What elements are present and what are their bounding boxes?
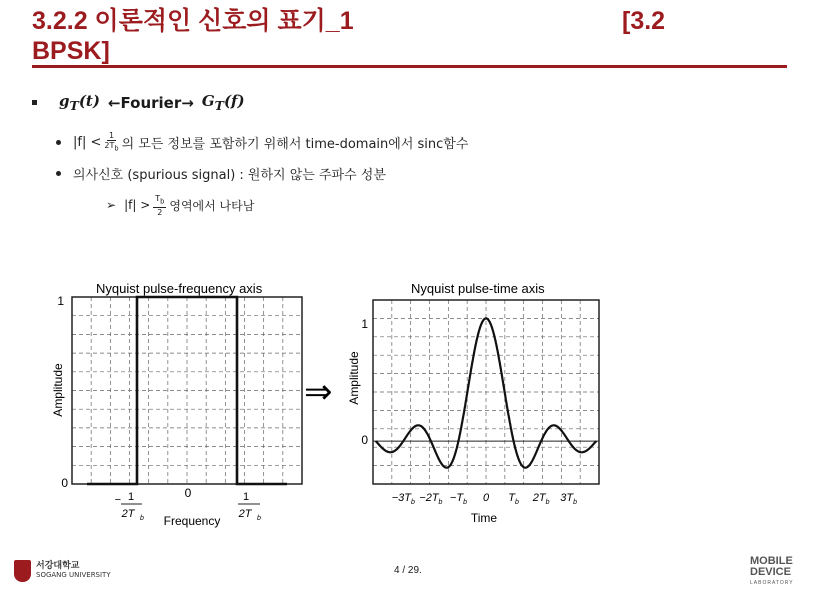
time-xlabel: Time: [470, 511, 498, 525]
freq-ytick-0: 0: [61, 476, 68, 490]
freq-xtick-neg-den: 2T: [121, 508, 135, 520]
logo-line1: 서강대학교: [36, 561, 80, 571]
freq-xtick-zero: 0: [184, 486, 192, 500]
time-xtick-label: $3T_b$: [560, 492, 578, 506]
GT-symbol: $G_T(f)$: [201, 92, 245, 113]
bullet3-lhs: |f| >: [124, 198, 151, 213]
time-ylabel: Amplitude: [347, 351, 361, 405]
freq-chart-title: Nyquist pulse-frequency axis: [96, 281, 263, 296]
time-chart: [347, 281, 599, 525]
freq-xtick-neg-sub: b: [140, 515, 144, 522]
lab-logo-line3: LABORATORY: [750, 580, 794, 586]
time-xtick-labels: [392, 492, 577, 506]
bullet2-text: 의사신호 (spurious signal) : 원하지 않는 주파수 성분: [73, 168, 386, 183]
sogang-logo: [14, 560, 111, 582]
lab-logo-line2: DEVICE: [750, 566, 791, 578]
time-xtick-label: 0: [482, 492, 490, 504]
time-grid: [373, 300, 599, 484]
title-line2: BPSK]: [32, 37, 110, 65]
time-chart-title: Nyquist pulse-time axis: [411, 281, 545, 296]
time-xtick-label: $2T_b$: [532, 492, 550, 506]
freq-xtick-pos-sub: b: [257, 515, 261, 522]
freq-xtick-pos-num: 1: [242, 491, 250, 503]
page-number: 4 / 29.: [394, 565, 422, 576]
bullet1-lhs: |f| <: [73, 134, 102, 150]
freq-xtick-neg-num: 1: [127, 491, 135, 503]
arrow-bullet-icon: ➢: [106, 198, 117, 213]
time-ytick-0: 0: [361, 433, 368, 447]
time-xtick-label: $-2T_b$: [419, 492, 443, 506]
title-line1: 3.2.2 이론적인 신호의 표기_1: [32, 7, 354, 35]
bullet1-text: 의 모든 정보를 포함하기 위해서 time-domain에서 sinc함수: [121, 136, 469, 152]
time-xtick-label: $T_b$: [508, 492, 519, 506]
freq-ylabel: Amplitude: [51, 363, 65, 417]
title-right: [3.2: [622, 7, 666, 35]
bullet3-fraction: $\frac{T_b}{2}$: [155, 194, 165, 217]
time-xtick-label: $-3T_b$: [391, 492, 415, 506]
freq-grid: [72, 297, 302, 484]
freq-xtick-pos-den: 2T: [238, 508, 252, 520]
frequency-chart: [51, 281, 302, 528]
time-ytick-1: 1: [361, 317, 368, 331]
freq-ytick-1: 1: [57, 294, 64, 308]
time-xtick-label: $-T_b$: [449, 492, 467, 506]
university-shield-icon: [14, 560, 31, 582]
fourier-arrow: ←Fourier→: [107, 93, 194, 112]
logo-line2: SOGANG UNIVERSITY: [36, 571, 111, 579]
freq-xlabel: Frequency: [163, 514, 221, 528]
transform-arrow-icon: ⇒: [304, 373, 333, 411]
bullet3-text: 영역에서 나타남: [169, 198, 255, 213]
bullet1-fraction: $\frac{1}{2T_b}$: [104, 131, 119, 153]
gt-symbol: $g_T(t)$: [59, 92, 100, 113]
lab-logo-line1: MOBILE: [750, 555, 793, 567]
freq-xtick-neg-prefix: −: [114, 494, 121, 506]
mobile-device-lab-logo: [750, 556, 794, 589]
